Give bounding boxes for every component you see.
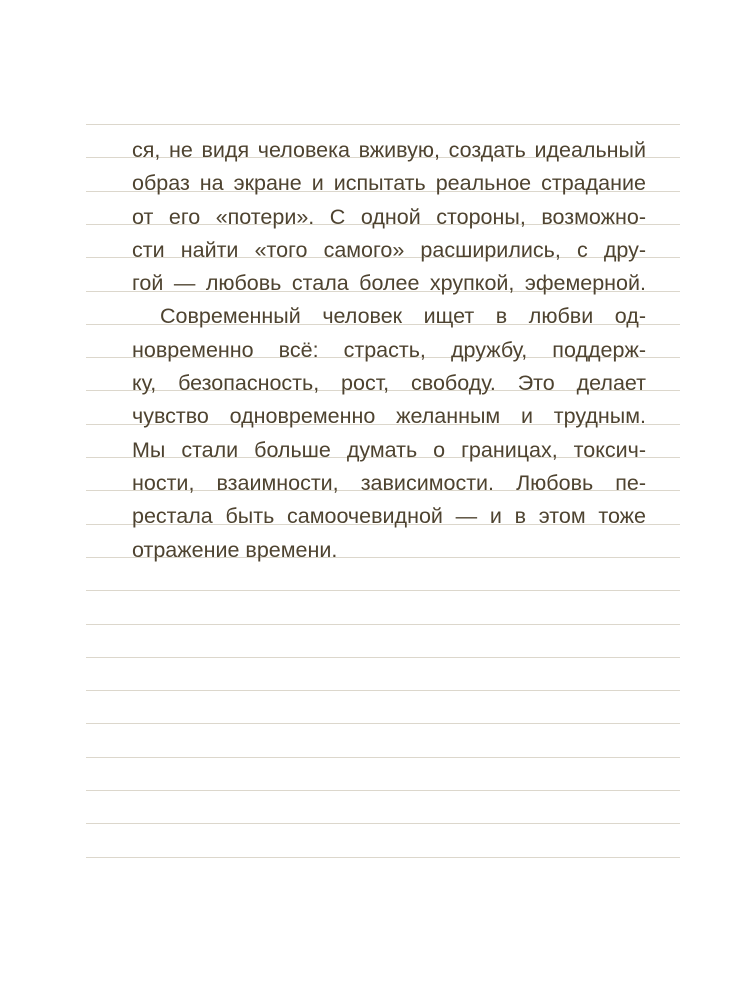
text-line: чувство одновременно желанным и трудным. <box>132 404 646 429</box>
text-line: от его «потери». С одной стороны, возможно- <box>132 204 646 229</box>
text-line: ности, взаимности, зависимости. Любовь пе- <box>132 470 646 495</box>
ruled-line <box>86 624 680 625</box>
ruled-line <box>86 857 680 858</box>
text-line: ку, безопасность, рост, свободу. Это делает <box>132 371 646 396</box>
ruled-line <box>86 823 680 824</box>
ruled-line <box>86 790 680 791</box>
ruled-line <box>86 657 680 658</box>
paragraph-start-line: Современный человек ищет в любви од- <box>160 304 646 329</box>
text-line: рестала быть самоочевидной — и в этом тоже <box>132 504 646 529</box>
ruled-line <box>86 723 680 724</box>
ruled-line <box>86 690 680 691</box>
text-line: новременно всё: страсть, дружбу, поддерж- <box>132 337 646 362</box>
text-line: Мы стали больше думать о границах, токсич- <box>132 437 646 462</box>
ruled-line <box>86 590 680 591</box>
text-line: сти найти «того самого» расширились, с дру- <box>132 237 646 262</box>
ruled-line <box>86 757 680 758</box>
text-line: отражение времени. <box>132 537 338 562</box>
text-line: ся, не видя человека вживую, создать идеальный <box>132 138 646 162</box>
text-line: образ на экране и испытать реальное страдание <box>132 171 646 196</box>
ruled-line <box>86 124 680 125</box>
text-line: гой — любовь стала более хрупкой, эфемерной. <box>132 271 646 296</box>
body-text <box>132 134 646 567</box>
